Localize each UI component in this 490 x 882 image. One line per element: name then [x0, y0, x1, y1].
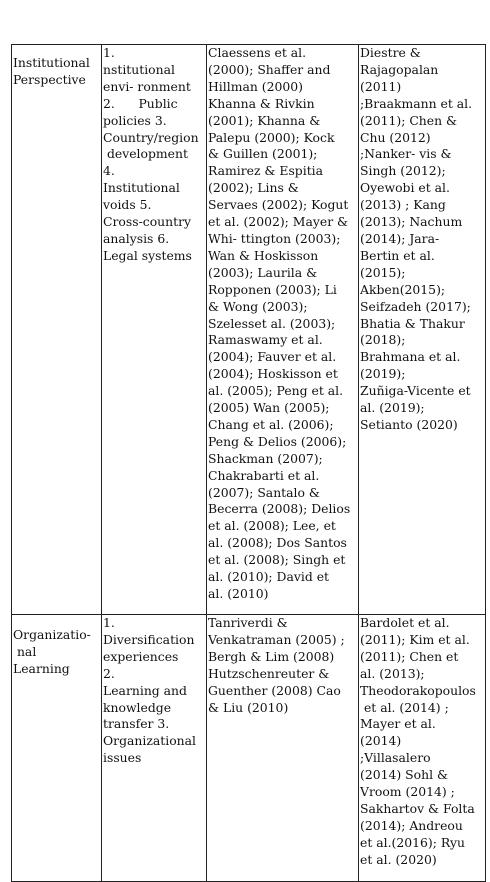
- perspective-cell: Organizatio- nal Learning: [12, 615, 102, 882]
- literature-table: [11, 44, 486, 882]
- perspective-cell: Institutional Perspective: [12, 45, 102, 615]
- factors-cell: 1. Diversification experiences 2. Learning and knowledge transfer 3. Organizational issues: [102, 615, 207, 882]
- recent-studies-cell: Bardolet et al. (2011); Kim et al. (2011); Chen et al. (2013); Theodorakopoulos et al. (2014) ; Mayer et al. (2014) ;Villasalero (2014) Sohl & Vroom (2014) ; Sakhartov & Folta (2014); Andreou et al.(2016); Ryu et al. (2020): [359, 615, 486, 882]
- table-row: [12, 45, 486, 615]
- recent-studies-cell: Diestre & Rajagopalan (2011) ;Braakmann et al. (2011); Chen & Chu (2012) ;Nanker- vis & Singh (2012); Oyewobi et al. (2013) ; Kang (2013); Nachum (2014); Jara- Bertin et al. (2015); Akben(2015); Seifzadeh (2017); Bhatia & Thakur (2018); Brahmana et al. (2019); Zuñiga-Vicente et al. (2019); Setianto (2020): [359, 45, 486, 615]
- factors-cell: 1. nstitutional envi- ronment 2. Public policies 3. Country/region development 4. Institutional voids 5. Cross-country analysis 6. Legal systems: [102, 45, 207, 615]
- table-row: [12, 615, 486, 882]
- early-studies-cell: Tanriverdi & Venkatraman (2005) ; Bergh & Lim (2008) Hutzschenreuter & Guenther (2008) Cao & Liu (2010): [207, 615, 359, 882]
- early-studies-cell: Claessens et al. (2000); Shaffer and Hillman (2000) Khanna & Rivkin (2001); Khanna & Palepu (2000); Kock & Guillen (2001); Ramirez & Espitia (2002); Lins & Servaes (2002); Kogut et al. (2002); Mayer & Whi- ttington (2003); Wan & Hoskisson (2003); Laurila & Ropponen (2003); Li & Wong (2003); Szelesset al. (2003); Ramaswamy et al. (2004); Fauver et al. (2004); Hoskisson et al. (2005); Peng et al. (2005) Wan (2005); Chang et al. (2006); Peng & Delios (2006); Shackman (2007); Chakrabarti et al. (2007); Santalo & Becerra (2008); Delios et al. (2008); Lee, et al. (2008); Dos Santos et al. (2008); Singh et al. (2010); David et al. (2010): [207, 45, 359, 615]
